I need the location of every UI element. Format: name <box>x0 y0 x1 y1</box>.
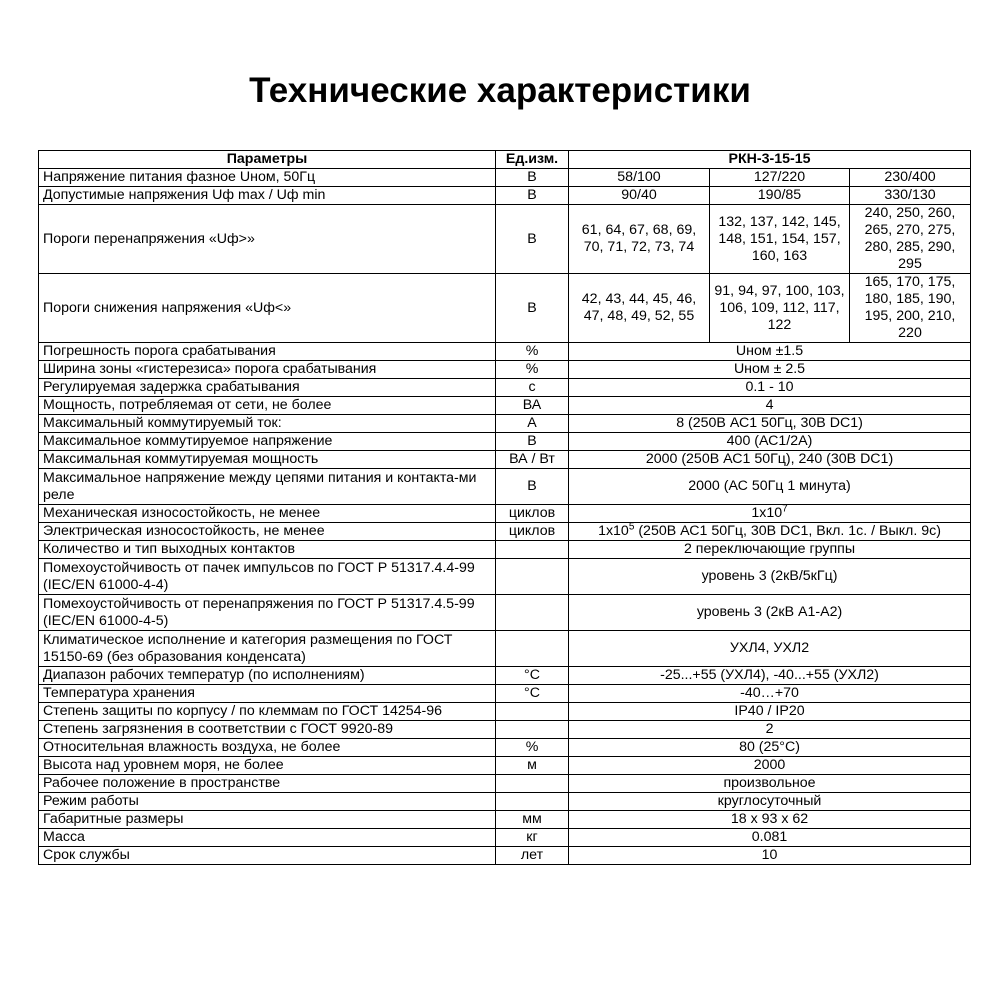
table-row <box>39 793 971 811</box>
value-cell <box>569 523 971 541</box>
unit-cell: % <box>496 343 569 361</box>
value-cell: -40…+70 <box>569 685 971 703</box>
unit-cell: В <box>496 169 569 187</box>
value-cell: уровень 3 (2кВ/5кГц) <box>569 559 971 595</box>
unit-cell: В <box>496 274 569 343</box>
unit-cell <box>496 559 569 595</box>
value-cell: 61, 64, 67, 68, 69, 70, 71, 72, 73, 74 <box>569 205 710 274</box>
param-cell: Электрическая износостойкость, не менее <box>39 523 496 541</box>
table-row <box>39 469 971 505</box>
value-cell: УХЛ4, УХЛ2 <box>569 631 971 667</box>
unit-cell: В <box>496 469 569 505</box>
param-cell: Масса <box>39 829 496 847</box>
value-cell: 2 <box>569 721 971 739</box>
param-cell: Пороги перенапряжения «Uф>» <box>39 205 496 274</box>
value-rest: (250В АС1 50Гц, 30В DC1, Вкл. 1с. / Выкл. 9с) <box>634 523 941 539</box>
unit-cell: В <box>496 187 569 205</box>
value-cell: 42, 43, 44, 45, 46, 47, 48, 49, 52, 55 <box>569 274 710 343</box>
value-cell: 2000 (АС 50Гц 1 минута) <box>569 469 971 505</box>
value-exponent: 5 <box>628 521 635 533</box>
unit-cell: А <box>496 415 569 433</box>
table-row <box>39 433 971 451</box>
value-cell: 2 переключающие группы <box>569 541 971 559</box>
param-cell: Степень защиты по корпусу / по клеммам по ГОСТ 14254-96 <box>39 703 496 721</box>
param-cell: Максимальный коммутируемый ток: <box>39 415 496 433</box>
table-row <box>39 595 971 631</box>
value-cell: 4 <box>569 397 971 415</box>
value-cell: 127/220 <box>710 169 850 187</box>
value-cell: произвольное <box>569 775 971 793</box>
unit-cell: лет <box>496 847 569 865</box>
value-cell: 330/130 <box>850 187 971 205</box>
value-cell: 165, 170, 175, 180, 185, 190, 195, 200, 210, 220 <box>850 274 971 343</box>
table-row <box>39 169 971 187</box>
param-cell: Допустимые напряжения Uф max / Uф min <box>39 187 496 205</box>
unit-cell <box>496 721 569 739</box>
table-row <box>39 505 971 523</box>
value-base: 1x10 <box>751 505 783 521</box>
table-row <box>39 811 971 829</box>
value-exponent: 7 <box>782 503 788 515</box>
unit-cell: ВА <box>496 397 569 415</box>
table-row <box>39 205 971 274</box>
table-row <box>39 379 971 397</box>
value-cell: 10 <box>569 847 971 865</box>
param-cell: Рабочее положение в пространстве <box>39 775 496 793</box>
page-title: Технические характеристики <box>249 71 751 110</box>
unit-cell: В <box>496 205 569 274</box>
unit-cell: циклов <box>496 505 569 523</box>
value-cell: 90/40 <box>569 187 710 205</box>
unit-cell: °С <box>496 685 569 703</box>
unit-cell: °С <box>496 667 569 685</box>
param-cell: Помехоустойчивость от перенапряжения по ГОСТ Р 51317.4.5-99 (IEC/EN 61000-4-5) <box>39 595 496 631</box>
value-cell: 8 (250В АС1 50Гц, 30В DC1) <box>569 415 971 433</box>
param-cell: Регулируемая задержка срабатывания <box>39 379 496 397</box>
value-cell: 91, 94, 97, 100, 103, 106, 109, 112, 117, 122 <box>710 274 850 343</box>
table-row <box>39 187 971 205</box>
value-cell <box>569 505 971 523</box>
table-header-row <box>39 151 971 169</box>
table-row <box>39 343 971 361</box>
param-cell: Режим работы <box>39 793 496 811</box>
unit-cell: мм <box>496 811 569 829</box>
unit-cell: с <box>496 379 569 397</box>
table-row <box>39 451 971 469</box>
value-cell: Uном ±1.5 <box>569 343 971 361</box>
unit-cell <box>496 595 569 631</box>
param-cell: Степень загрязнения в соответствии с ГОСТ 9920-89 <box>39 721 496 739</box>
value-cell: IP40 / IP20 <box>569 703 971 721</box>
table-row <box>39 631 971 667</box>
unit-cell <box>496 793 569 811</box>
table-row <box>39 775 971 793</box>
unit-cell: м <box>496 757 569 775</box>
param-cell: Напряжение питания фазное Uном, 50Гц <box>39 169 496 187</box>
value-cell: 230/400 <box>850 169 971 187</box>
param-cell: Максимальное коммутируемое напряжение <box>39 433 496 451</box>
param-cell: Максимальная коммутируемая мощность <box>39 451 496 469</box>
param-cell: Погрешность порога срабатывания <box>39 343 496 361</box>
value-cell: -25...+55 (УХЛ4), -40...+55 (УХЛ2) <box>569 667 971 685</box>
table-row <box>39 829 971 847</box>
unit-cell <box>496 631 569 667</box>
table-row <box>39 667 971 685</box>
table-row <box>39 847 971 865</box>
value-cell: 80 (25°С) <box>569 739 971 757</box>
table-row <box>39 397 971 415</box>
table-row <box>39 541 971 559</box>
value-cell: 58/100 <box>569 169 710 187</box>
value-cell: 190/85 <box>710 187 850 205</box>
param-cell: Помехоустойчивость от пачек импульсов по ГОСТ Р 51317.4.4-99 (IEC/EN 61000-4-4) <box>39 559 496 595</box>
table-row <box>39 523 971 541</box>
param-cell: Мощность, потребляемая от сети, не более <box>39 397 496 415</box>
param-cell: Габаритные размеры <box>39 811 496 829</box>
table-row <box>39 361 971 379</box>
unit-cell: % <box>496 361 569 379</box>
unit-cell: циклов <box>496 523 569 541</box>
param-cell: Ширина зоны «гистерезиса» порога срабатывания <box>39 361 496 379</box>
value-cell: 240, 250, 260, 265, 270, 275, 280, 285, 290, 295 <box>850 205 971 274</box>
value-cell: 2000 (250В АС1 50Гц), 240 (30В DC1) <box>569 451 971 469</box>
param-cell: Относительная влажность воздуха, не более <box>39 739 496 757</box>
table-row <box>39 703 971 721</box>
value-cell: круглосуточный <box>569 793 971 811</box>
value-cell: Uном ± 2.5 <box>569 361 971 379</box>
spec-table <box>38 150 971 865</box>
table-row <box>39 415 971 433</box>
param-cell: Высота над уровнем моря, не более <box>39 757 496 775</box>
value-cell: 132, 137, 142, 145, 148, 151, 154, 157, 160, 163 <box>710 205 850 274</box>
table-row <box>39 274 971 343</box>
param-cell: Пороги снижения напряжения «Uф<» <box>39 274 496 343</box>
value-cell: 0.1 - 10 <box>569 379 971 397</box>
value-cell: 2000 <box>569 757 971 775</box>
header-param: Параметры <box>39 151 496 169</box>
unit-cell <box>496 775 569 793</box>
table-row <box>39 685 971 703</box>
header-unit: Ед.изм. <box>496 151 569 169</box>
table-row <box>39 721 971 739</box>
unit-cell: ВА / Вт <box>496 451 569 469</box>
value-cell: 18 x 93 x 62 <box>569 811 971 829</box>
unit-cell: кг <box>496 829 569 847</box>
unit-cell <box>496 703 569 721</box>
unit-cell <box>496 541 569 559</box>
param-cell: Диапазон рабочих температур (по исполнениям) <box>39 667 496 685</box>
value-cell: 0.081 <box>569 829 971 847</box>
value-base: 1x10 <box>598 523 629 539</box>
unit-cell: В <box>496 433 569 451</box>
param-cell: Климатическое исполнение и категория размещения по ГОСТ 15150-69 (без образования конденсата) <box>39 631 496 667</box>
param-cell: Температура хранения <box>39 685 496 703</box>
param-cell: Количество и тип выходных контактов <box>39 541 496 559</box>
param-cell: Механическая износостойкость, не менее <box>39 505 496 523</box>
value-cell: 400 (АС1/2А) <box>569 433 971 451</box>
table-row <box>39 757 971 775</box>
header-model: РКН-3-15-15 <box>569 151 971 169</box>
param-cell: Срок службы <box>39 847 496 865</box>
param-cell: Максимальное напряжение между цепями питания и контакта-ми реле <box>39 469 496 505</box>
table-row <box>39 559 971 595</box>
value-cell: уровень 3 (2кВ А1-А2) <box>569 595 971 631</box>
table-row <box>39 739 971 757</box>
unit-cell: % <box>496 739 569 757</box>
